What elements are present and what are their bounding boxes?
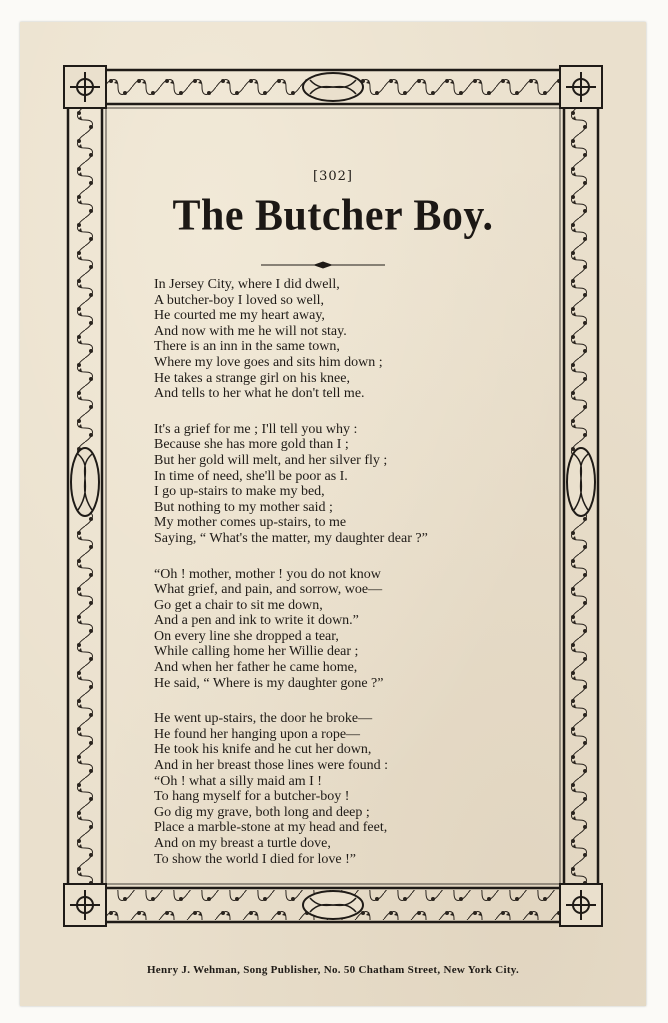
verse-line: He takes a strange girl on his knee, (154, 370, 350, 386)
stanza-1 (154, 277, 514, 402)
verse-line: “Oh ! mother, mother ! you do not know (154, 566, 381, 582)
verse-line: But nothing to my mother said ; (154, 499, 333, 515)
verse-line: Saying, “ What's the matter, my daughter dear ?” (154, 530, 428, 546)
title-divider (261, 261, 385, 269)
verse-line: On every line she dropped a tear, (154, 628, 339, 644)
verse-line: And tells to her what he don't tell me. (154, 386, 365, 402)
verse-line: And when her father he came home, (154, 660, 358, 676)
verse-line: He took his knife and he cut her down, (154, 742, 372, 758)
verse-line: My mother comes up-stairs, to me (154, 515, 347, 531)
verse-line: He went up-stairs, the door he broke— (154, 711, 373, 727)
verse-line: “Oh ! what a silly maid am I ! (154, 773, 322, 789)
verse-line: But her gold will melt, and her silver fly ; (154, 452, 388, 468)
verse-line: He said, “ Where is my daughter gone ?” (154, 675, 384, 691)
verse-line: Place a marble-stone at my head and feet, (154, 820, 388, 836)
verse-line: What grief, and pain, and sorrow, woe— (154, 582, 383, 598)
verse-line: Because she has more gold than I ; (154, 437, 349, 453)
verse-line: He found her hanging upon a rope— (154, 726, 361, 742)
verse-line: To hang myself for a butcher-boy ! (154, 789, 350, 805)
song-sheet-content (20, 22, 646, 1006)
verse-line: In time of need, she'll be poor as I. (154, 468, 348, 484)
song-title: The Butcher Boy. (172, 191, 494, 241)
stanza-2 (154, 422, 514, 547)
verse-line: While calling home her Willie dear ; (154, 644, 359, 660)
stanza-3 (154, 567, 514, 692)
song-verses (154, 277, 514, 887)
verse-line: And a pen and ink to write it down.” (154, 613, 359, 629)
verse-line: To show the world I died for love !” (154, 851, 356, 867)
verse-line: And in her breast those lines were found : (154, 758, 389, 774)
publisher-imprint: Henry J. Wehman, Song Publisher, No. 50 Chatham Street, New York City. (146, 964, 520, 976)
verse-line: It's a grief for me ; I'll tell you why : (154, 421, 358, 437)
verse-line: Go dig my grave, both long and deep ; (154, 804, 370, 820)
verse-line: He courted me my heart away, (154, 308, 325, 324)
stanza-4 (154, 711, 514, 867)
verse-line: And now with me he will not stay. (154, 323, 347, 339)
broadside-sheet (20, 22, 646, 1006)
verse-line: Go get a chair to sit me down, (154, 597, 323, 613)
verse-line: A butcher-boy I loved so well, (154, 292, 325, 308)
verse-line: I go up-stairs to make my bed, (154, 484, 325, 500)
verse-line: Where my love goes and sits him down ; (154, 354, 383, 370)
verse-line: There is an inn in the same town, (154, 339, 340, 355)
verse-line: And on my breast a turtle dove, (154, 836, 331, 851)
song-number: [302] (313, 169, 353, 184)
verse-line: In Jersey City, where I did dwell, (154, 277, 340, 292)
